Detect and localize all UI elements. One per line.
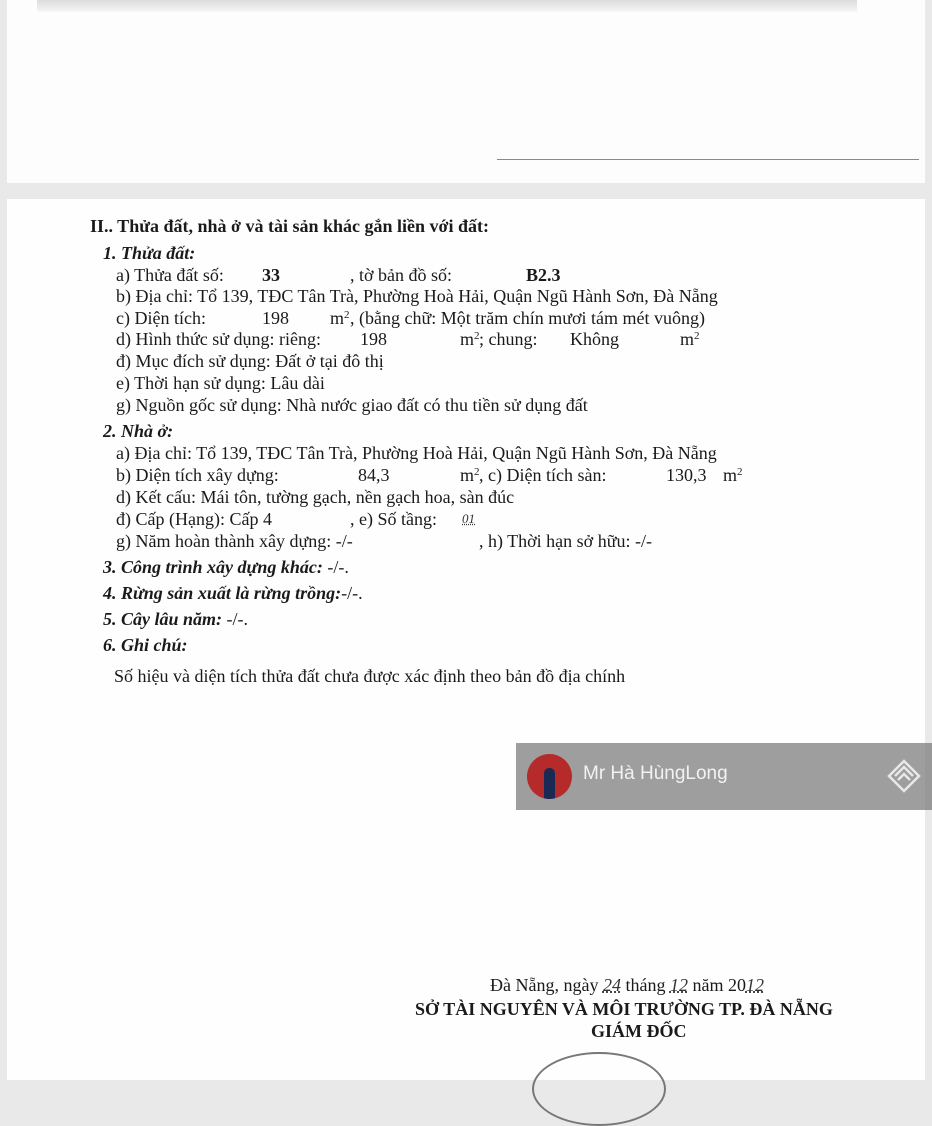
note-text: Số hiệu và diện tích thửa đất chưa được xác định theo bản đồ địa chính bbox=[114, 666, 626, 686]
issuing-organization: SỞ TÀI NGUYÊN VÀ MÔI TRƯỜNG TP. ĐÀ NẴNG bbox=[415, 999, 833, 1019]
layers-logo-icon bbox=[886, 758, 922, 794]
section-heading: 6. Ghi chú: bbox=[103, 635, 188, 655]
signatory-title: GIÁM ĐỐC bbox=[591, 1021, 687, 1041]
section-heading: 3. Công trình xây dựng khác: bbox=[103, 557, 323, 577]
house-built-area-unit bbox=[460, 464, 480, 486]
watermark-name: Mr Hà HùngLong bbox=[583, 763, 728, 784]
section-heading: 4. Rừng sản xuất là rừng trồng: bbox=[103, 583, 342, 603]
date-year-label: năm 20 bbox=[692, 975, 746, 995]
avatar[interactable] bbox=[527, 754, 572, 799]
unit-exponent: 2 bbox=[737, 466, 743, 478]
section-value: -/-. bbox=[222, 609, 249, 629]
unit-exponent: 2 bbox=[474, 330, 480, 342]
unit-text: m bbox=[460, 465, 475, 485]
land-usage-private-unit bbox=[460, 328, 480, 350]
unit-text: m bbox=[680, 329, 695, 349]
notes-heading bbox=[103, 634, 188, 656]
house-completion: g) Năm hoàn thành xây dựng: -/- bbox=[116, 531, 353, 551]
land-area-value: 198 bbox=[262, 308, 289, 328]
signature-date bbox=[490, 974, 764, 996]
planted-forest bbox=[103, 582, 363, 604]
land-origin: g) Nguồn gốc sử dụng: Nhà nước giao đất có thu tiền sử dụng đất bbox=[116, 395, 588, 415]
land-map-number: B2.3 bbox=[526, 265, 561, 285]
date-prefix: Đà Nẵng, ngày bbox=[490, 975, 599, 995]
house-built-area-value: 84,3 bbox=[358, 465, 390, 485]
land-usage-shared-label: ; chung: bbox=[479, 329, 538, 349]
person-figure-icon bbox=[544, 768, 555, 799]
house-floor-area-label: , c) Diện tích sàn: bbox=[479, 465, 607, 485]
land-area-label: c) Diện tích: bbox=[116, 308, 206, 328]
land-parcel-number: 33 bbox=[262, 265, 280, 285]
official-seal-stamp bbox=[532, 1052, 666, 1126]
watermark-banner[interactable] bbox=[516, 743, 932, 810]
house-built-area-label: b) Diện tích xây dựng: bbox=[116, 465, 279, 485]
perennial-trees bbox=[103, 608, 248, 630]
date-month: 12 bbox=[669, 975, 688, 995]
unit-exponent: 2 bbox=[694, 330, 700, 342]
land-area-unit bbox=[330, 307, 350, 329]
land-parcel-label: a) Thửa đất số: bbox=[116, 265, 224, 285]
house-floor-area-value: 130,3 bbox=[666, 465, 707, 485]
land-purpose: đ) Mục đích sử dụng: Đất ở tại đô thị bbox=[116, 351, 384, 371]
land-usage-label: d) Hình thức sử dụng: riêng: bbox=[116, 329, 321, 349]
date-day: 24 bbox=[602, 975, 621, 995]
house-structure: d) Kết cấu: Mái tôn, tường gạch, nền gạch hoa, sàn đúc bbox=[116, 487, 515, 507]
previous-page-fragment bbox=[7, 0, 925, 183]
unit-text: m bbox=[330, 308, 345, 328]
unit-text: m bbox=[460, 329, 475, 349]
section-heading: 5. Cây lâu năm: bbox=[103, 609, 223, 629]
section-value: -/-. bbox=[322, 557, 349, 577]
house-heading: 2. Nhà ở: bbox=[103, 421, 174, 441]
house-floors-label: , e) Số tầng: bbox=[350, 509, 437, 529]
house-floor-area-unit bbox=[723, 464, 743, 486]
house-address: a) Địa chỉ: Tổ 139, TĐC Tân Trà, Phường Hoà Hải, Quận Ngũ Hành Sơn, Đà Nẵng bbox=[116, 443, 717, 463]
section-title: II.. Thửa đất, nhà ở và tài sản khác gắn liền với đất: bbox=[90, 216, 489, 236]
house-grade: đ) Cấp (Hạng): Cấp 4 bbox=[116, 509, 272, 529]
date-month-label: tháng bbox=[625, 975, 666, 995]
house-ownership-term: , h) Thời hạn sở hữu: -/- bbox=[479, 531, 652, 551]
section-value: -/-. bbox=[341, 583, 363, 603]
land-usage-private: 198 bbox=[360, 329, 387, 349]
land-usage-shared: Không bbox=[570, 329, 619, 349]
unit-exponent: 2 bbox=[344, 309, 350, 321]
house-floors-value: 01 bbox=[462, 511, 475, 526]
land-term: e) Thời hạn sử dụng: Lâu dài bbox=[116, 373, 325, 393]
land-heading: 1. Thửa đất: bbox=[103, 243, 196, 263]
unit-exponent: 2 bbox=[474, 466, 480, 478]
unit-text: m bbox=[723, 465, 738, 485]
divider-line bbox=[497, 159, 919, 160]
land-area-words: , (bằng chữ: Một trăm chín mươi tám mét vuông) bbox=[350, 308, 705, 328]
scan-edge bbox=[37, 0, 857, 12]
other-construction bbox=[103, 556, 349, 578]
date-year-suffix: 12 bbox=[745, 975, 764, 995]
land-map-label: , tờ bản đồ số: bbox=[350, 265, 453, 285]
land-address: b) Địa chỉ: Tổ 139, TĐC Tân Trà, Phường Hoà Hải, Quận Ngũ Hành Sơn, Đà Nẵng bbox=[116, 286, 718, 306]
land-usage-shared-unit bbox=[680, 328, 700, 350]
